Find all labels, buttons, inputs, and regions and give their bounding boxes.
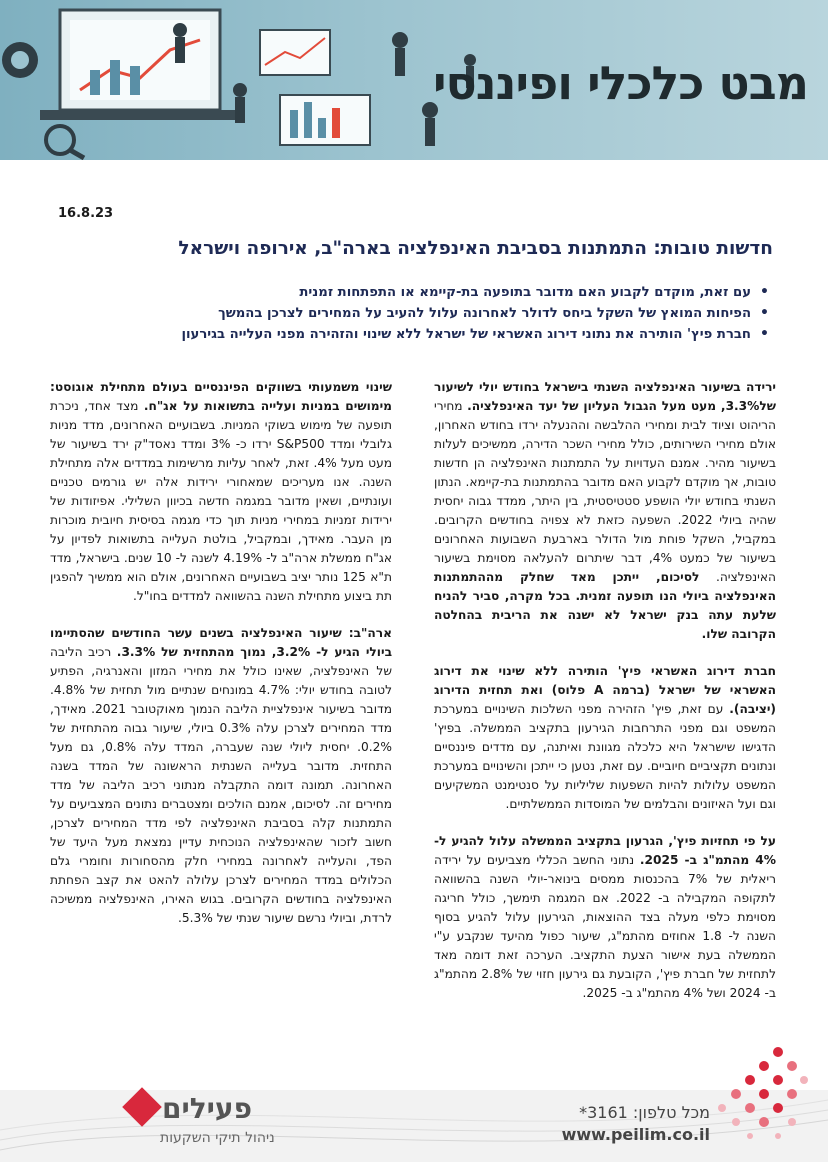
paragraph-lead: ארה"ב: שיעור האינפלציה בשנים עשר החודשים שהסתיימו ביולי הגיע ל- 3.2%, נמוך מהתחזית של 3.3%. xyxy=(50,626,393,659)
headline: חדשות טובות: התמתנות בסביבת האינפלציה בארה"ב, אירופה וישראל xyxy=(178,238,773,259)
paragraph xyxy=(434,832,776,1003)
summary-bullet: • חברת פיץ' הותירה את נתוני דירוג האשראי של ישראל ללא שינוי והזהירה מפני העלייה בגירעון xyxy=(53,324,773,345)
paragraph xyxy=(434,662,776,814)
paragraph-body: עם זאת, פיץ' הזהירה מפני השלכות השינויים במערכת המשפט וגם מפני התרחבות הגירעון בתקציב הממשלה. בפיץ' הדגישו שישראל היא כלכלה מגוונת ואיתנה, עם מדדים פיננסיים ונתונים תקציביים חיוביים. עם זאת, נטען כי ייתכן והשינויים במערכת המשפט עלולות להיות השפעות שליליות על סנטימנט המשקיעים וגם ועל האיזונים והבלמים של המוסדות הממשלתיים. xyxy=(434,702,776,811)
paragraph-summary: לסיכום, ייתכן מאד שחלק מההתמתנות האינפלציה ביולי הנו תופעה זמנית. בכל מקרה, סביר להניח שלעת עתה בנק ישראל לא ישנה את הריבית בהחלטה הקרובה שלו. xyxy=(434,570,776,641)
paragraph xyxy=(434,378,776,644)
paragraph-body: נתוני החשב הכללי מצביעים על ירידה ריאלית של 7% בהכנסות ממסים בינואר-יולי השנה בהשוואה לתקופה המקבילה ב- 2022. אם המגמה תימשך, כולל חריגה מסוימת כלפי מעלה בצד ההוצאות, הגירעון עלול להגיע בסוף השנה ל- 1.8 אחוזים מהתמ"ג, שיעור כפול מהיעד שנקבע ע"י הממשלה בעת אישור הצעת התקציב. הערכה זאת דומה מאד לתחזית של חברת פיץ', הקובעת גם גירעון חזוי של 2.8% מהתמ"ג ב- 2024 ושל 4% מהתמ"ג ב- 2025. xyxy=(434,853,776,1000)
paragraph-body: מחירי הריהוט וציוד לבית ומחירי ההלבשה וההנעלה ירדו בחודש האחרון, אולם מחירי השירותים, כולל מחירי השכר הדירה, ממשיכים לעלות בשיעור מהיר. אמנם העדויות על התמתנות האינפלציה הן חדשות טובות, אך מוקדם לקבוע האם מדובר בהתמתנות בת-קיימא. הנתון השנתי בחודש יולי הושפע סטטיסטית, בין היתר, ממדד גבוה יחסית שהיה ביולי 2022. השפעה כזאת לא צפויה בחודשים הקרובים. במקביל, השקל פוחת מול הדולר בארבעת השבועות האחרונים בשיעור של כמעט 4%, דבר שיתרום להעלאה מסוימת בשיעור האינפלציה. xyxy=(434,399,776,584)
summary-bullet: • הפיחות המואץ של השקל ביחס לדולר לאחרונה עלול להעיב על המחירים לצרכן בהמשך xyxy=(53,303,773,324)
report-date: 16.8.23 xyxy=(58,206,114,221)
logo-name: פעילים xyxy=(162,1092,252,1125)
paragraph-body: רכיב הליבה של האינפלציה, שאינו כולל את מחירי המזון והאנרגיה, הפתיע לטובה בחודש יולי: 4.7% במונחים שנתיים מול תחזית של 4.8%. מדובר בשיעור אינפלציית הליבה הנמוך מאוקטובר 2021. מאידך, מדד המחירים לצרכן עלה 0.3% ביולי, שיעור גבוה מהתחזית של 0.2%. יחסית ליולי שנה שעברה, המדד עלה 0.8%, גם מעל התחזית. מדובר בעלייה השנתית הראשונה של המדד בשנה האחרונה. תמונה דומה התקבלה מנתוני רכיב הליבה של מדד מחירים זה. לסיכום, אמנם הולכים ומצטברים נתונים המצביעים על התמתנות קלה בסביבת האינפלציה לפי מדד המחירים לצרכן, חשוב לזכור שהאינפלציה הנוכחית עדיין נמצאת מעל היעד של הפד, והעלייה לאחרונה במחירי חלק מהסחורות וחומרי גלם הכלולים במדד המחירים לצרכן עלולה להאט את קצב הפחתת האינפלציה בחודשים הקרובים. בגוש האירו, האינפלציה ממשיכה לרדת, וביולי נרשם שיעור שנתי של 5.3%. xyxy=(50,645,393,925)
logo-tagline: ניהול תיקי השקעות xyxy=(160,1130,275,1146)
contact-phone: מכל טלפון: 3161* xyxy=(579,1103,710,1122)
paragraph-body: מצד אחד, ניכרת תופעה של מימוש בשוקי המניות. בשבועיים האחרונים, מדד מניות גלובלי ומדד S&P500 ירדו כ- 3% ומדד נאסד"ק ירד בשיעור של מעט מעל 4%. זאת, לאחר עליות מרשימות במדדים אלה מתחילת השנה. אנו מעריכים שמאחורי ירידות אלה יש גורמים טכניים ועונתיים, ושאין מדובר במגמה חדשה בכיוון השלילי. אפיזודות של ירידות זמניות במחירי מניות תוך כדי מגמה בסיסית חיובית מוכרות מן העבר. מאידך, ובמקביל, בולטת העלייה בתשואות לפדיון על אג"ח ממשלת ארה"ב ל- 4.19% לשנה ל- 10 שנים. בישראל, מדד ת"א 125 נותר יציב בשבועיים האחרונים, אולם הוא ממשיך להפגין תת ביצוע מתחילת השנה בהשוואה למדדים בחו"ל. xyxy=(50,399,393,603)
right-column xyxy=(434,378,776,1021)
left-column xyxy=(50,378,392,946)
page-title: מבט כלכלי ופיננסי xyxy=(432,56,808,110)
summary-bullet: • עם זאת, מוקדם לקבוע האם מדובר בתופעה בת-קיימא או התפתחות זמנית xyxy=(53,282,773,303)
header-banner xyxy=(0,0,828,160)
paragraph-lead: על פי תחזיות פיץ', הגרעון בתקציב הממשלה עלול להגיע ל- 4% מהתמ"ג ב- 2025. xyxy=(434,834,776,867)
paragraph xyxy=(50,378,392,606)
paragraph-lead: שינוי משמעותי בשווקים הפיננסיים בעולם מתחילת אוגוסט: מימושים במניות ועלייה בתשואות על אג"ח. xyxy=(50,380,392,413)
summary-bullets xyxy=(53,282,773,345)
paragraph-lead: חברת דירוג האשראי פיץ' הותירה ללא שינוי את דירוג האשראי של ישראל (ברמה A פלוס) ואת תחזית הדירוג (יציבה). xyxy=(434,664,776,716)
website-link[interactable]: www.peilim.co.il xyxy=(561,1125,710,1144)
paragraph-lead: ירידה בשיעור האינפלציה השנתי בישראל בחודש יולי לשיעור של3.3%, מעט מעל הגבול העליון של יעד האינפלציה. xyxy=(434,380,776,413)
paragraph xyxy=(50,624,392,928)
dot-pattern-icon xyxy=(698,1040,808,1140)
